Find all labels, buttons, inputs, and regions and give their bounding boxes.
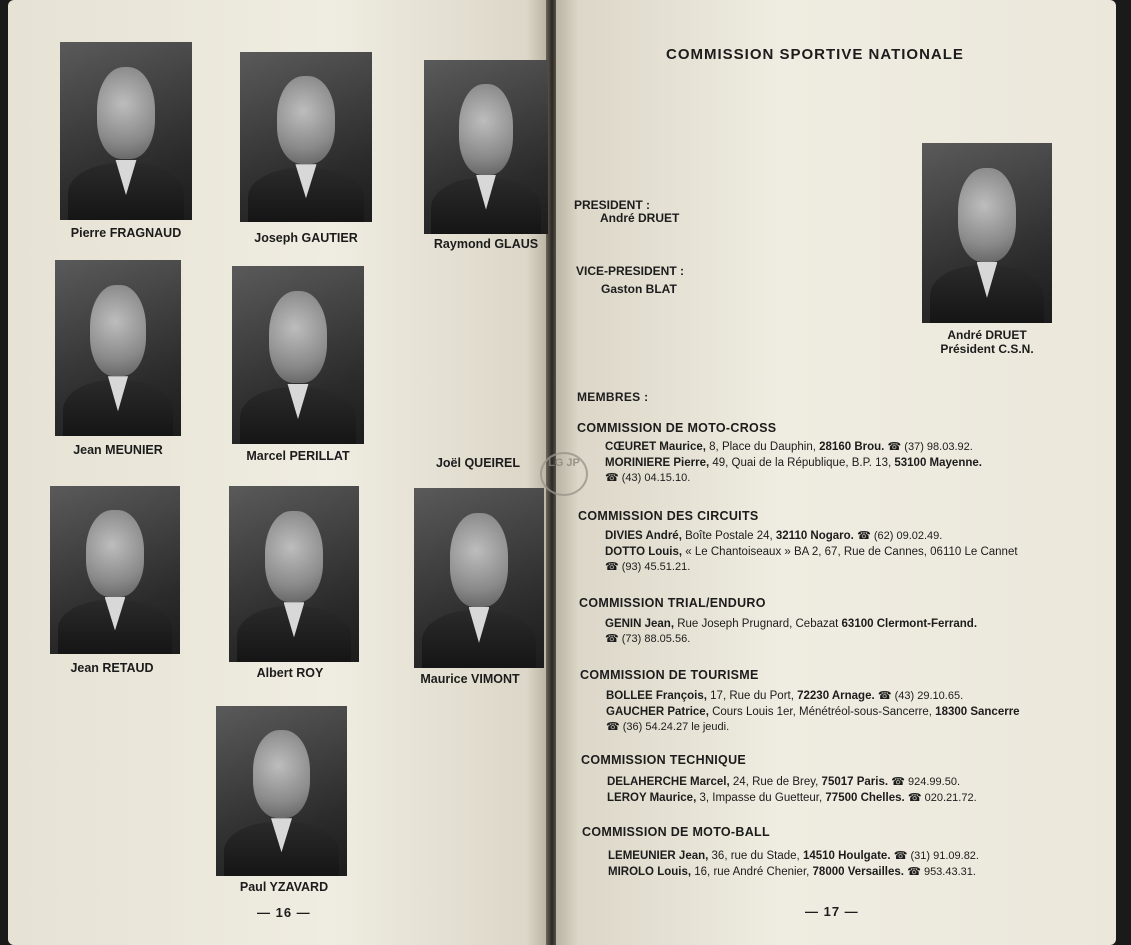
members-label: MEMBRES : [577, 390, 649, 404]
portrait-photo [424, 60, 548, 234]
commission-title: COMMISSION DE TOURISME [580, 668, 759, 682]
portrait-photo [55, 260, 181, 436]
president-portrait-name: André DRUET [947, 328, 1027, 342]
commission-title: COMMISSION DE MOTO-CROSS [577, 421, 777, 435]
portrait-caption: Joseph GAUTIER [254, 231, 358, 245]
vice-president-label: VICE-PRESIDENT : [576, 264, 685, 278]
portrait-photo [232, 266, 364, 444]
commission-title: COMMISSION TECHNIQUE [581, 753, 747, 767]
commission-title: COMMISSION DES CIRCUITS [578, 509, 759, 523]
member-entry: BOLLEE François, 17, Rue du Port, 72230 Arnage. ☎ (43) 29.10.65. [606, 690, 964, 702]
member-entry: GAUCHER Patrice, Cours Louis 1er, Ménétréol-sous-Sancerre, 18300 Sancerre ☎ (36) 54.24.27 le jeudi. [606, 706, 1020, 733]
portrait-caption: Joël QUEIREL [435, 456, 521, 470]
page-title: COMMISSION SPORTIVE NATIONALE [666, 46, 964, 63]
member-entry: MORINIERE Pierre, 49, Quai de la République, B.P. 13, 53100 Mayenne. ☎ (43) 04.15.10. [605, 457, 982, 484]
portrait-caption: Paul YZAVARD [239, 880, 329, 894]
portrait-caption: Jean RETAUD [70, 661, 154, 675]
portrait-photo [414, 488, 544, 668]
portrait-caption: Raymond GLAUS [433, 237, 539, 251]
vice-president-name: Gaston BLAT [601, 282, 677, 296]
member-entry: LEMEUNIER Jean, 36, rue du Stade, 14510 Houlgate. ☎ (31) 91.09.82. [608, 850, 979, 862]
portrait-caption: Maurice VIMONT [420, 672, 520, 686]
portrait-photo [50, 486, 180, 654]
member-entry: MIROLO Louis, 16, rue André Chenier, 78000 Versailles. ☎ 953.43.31. [608, 866, 976, 878]
portrait-photo [60, 42, 192, 220]
president-label: PRESIDENT : [574, 198, 651, 212]
member-entry: DELAHERCHE Marcel, 24, Rue de Brey, 75017 Paris. ☎ 924.99.50. [607, 776, 961, 788]
portrait-photo [216, 706, 347, 876]
commission-title: COMMISSION TRIAL/ENDURO [579, 596, 766, 610]
portrait-photo [240, 52, 372, 222]
commission-title: COMMISSION DE MOTO-BALL [582, 825, 770, 839]
portrait-caption: Pierre FRAGNAUD [70, 226, 182, 240]
page-number-left: — 16 — [257, 905, 311, 920]
president-name: André DRUET [600, 211, 680, 225]
president-portrait [922, 143, 1052, 323]
portrait-caption: Jean MEUNIER [73, 443, 163, 457]
member-entry: CŒURET Maurice, 8, Place du Dauphin, 28160 Brou. ☎ (37) 98.03.92. [605, 441, 973, 453]
president-portrait-title: Président C.S.N. [940, 342, 1034, 356]
portrait-caption: Albert ROY [256, 666, 324, 680]
portrait-photo [229, 486, 359, 662]
member-entry: DIVIES André, Boîte Postale 24, 32110 Nogaro. ☎ (62) 09.02.49. [605, 530, 943, 542]
member-entry: LEROY Maurice, 3, Impasse du Guetteur, 77500 Chelles. ☎ 020.21.72. [607, 792, 977, 804]
member-entry: DOTTO Louis, « Le Chantoiseaux » BA 2, 67, Rue de Cannes, 06110 Le Cannet ☎ (93) 45.51.21. [605, 546, 1018, 573]
member-entry: GENIN Jean, Rue Joseph Prugnard, Cebazat 63100 Clermont-Ferrand. ☎ (73) 88.05.56. [605, 618, 978, 645]
library-stamp: LG JP [540, 452, 588, 496]
portrait-caption: Marcel PERILLAT [246, 449, 350, 463]
page-number-right: — 17 — [805, 904, 859, 919]
